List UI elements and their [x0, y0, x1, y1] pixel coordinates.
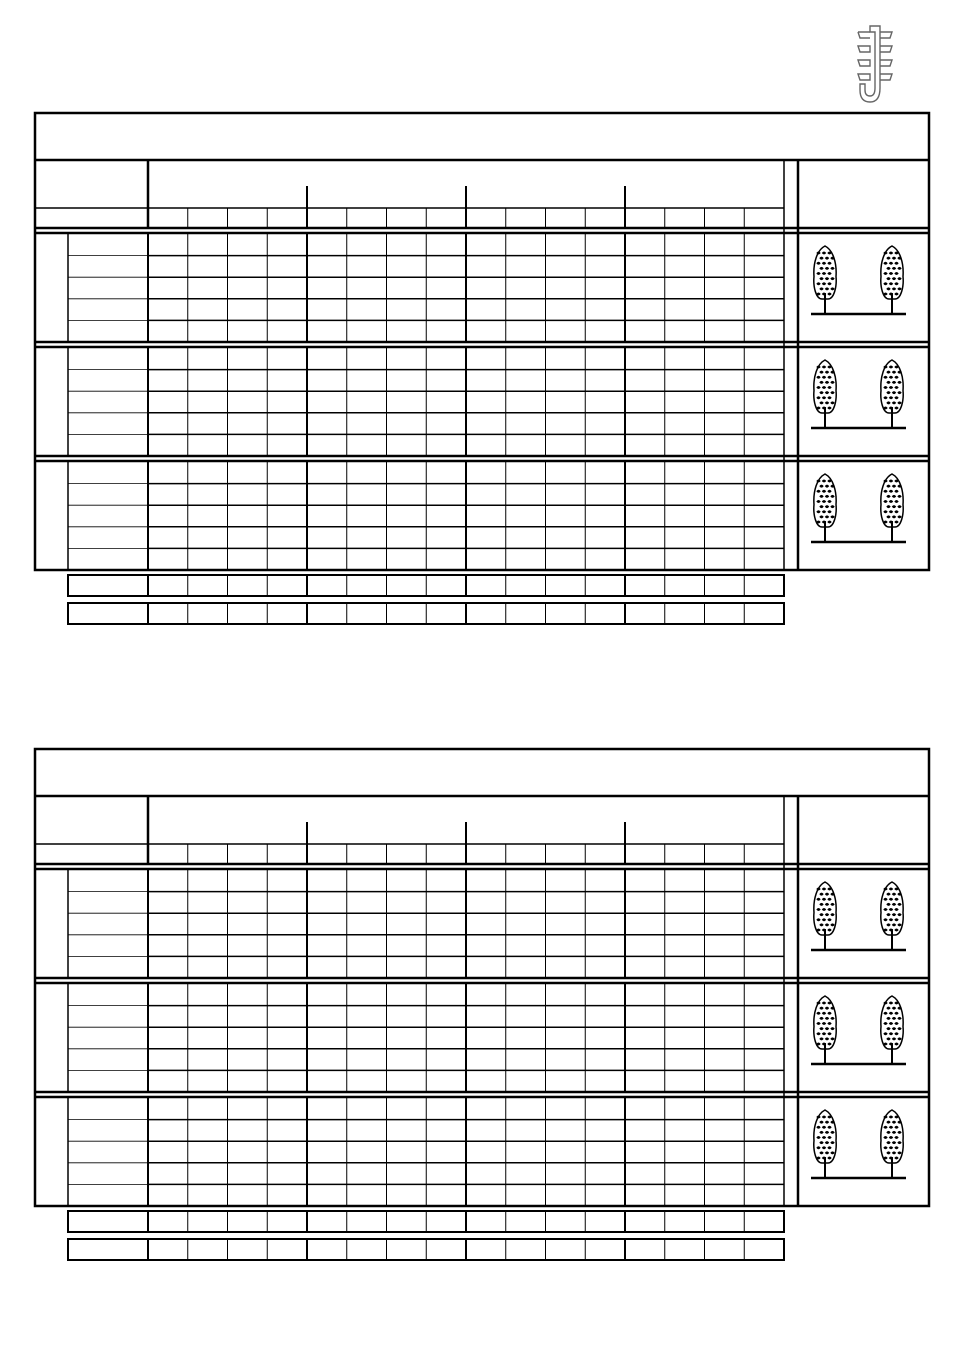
tree-icon	[814, 360, 836, 428]
tree-icon	[881, 360, 903, 428]
tree-icon	[814, 996, 836, 1064]
tree-icon	[814, 882, 836, 950]
tree-icon	[881, 246, 903, 314]
tree-icon	[881, 474, 903, 542]
tree-icon	[881, 882, 903, 950]
tree-icon	[881, 996, 903, 1064]
tree-icon	[814, 246, 836, 314]
tree-icon	[814, 1110, 836, 1178]
tree-icon	[814, 474, 836, 542]
tree-icon	[881, 1110, 903, 1178]
